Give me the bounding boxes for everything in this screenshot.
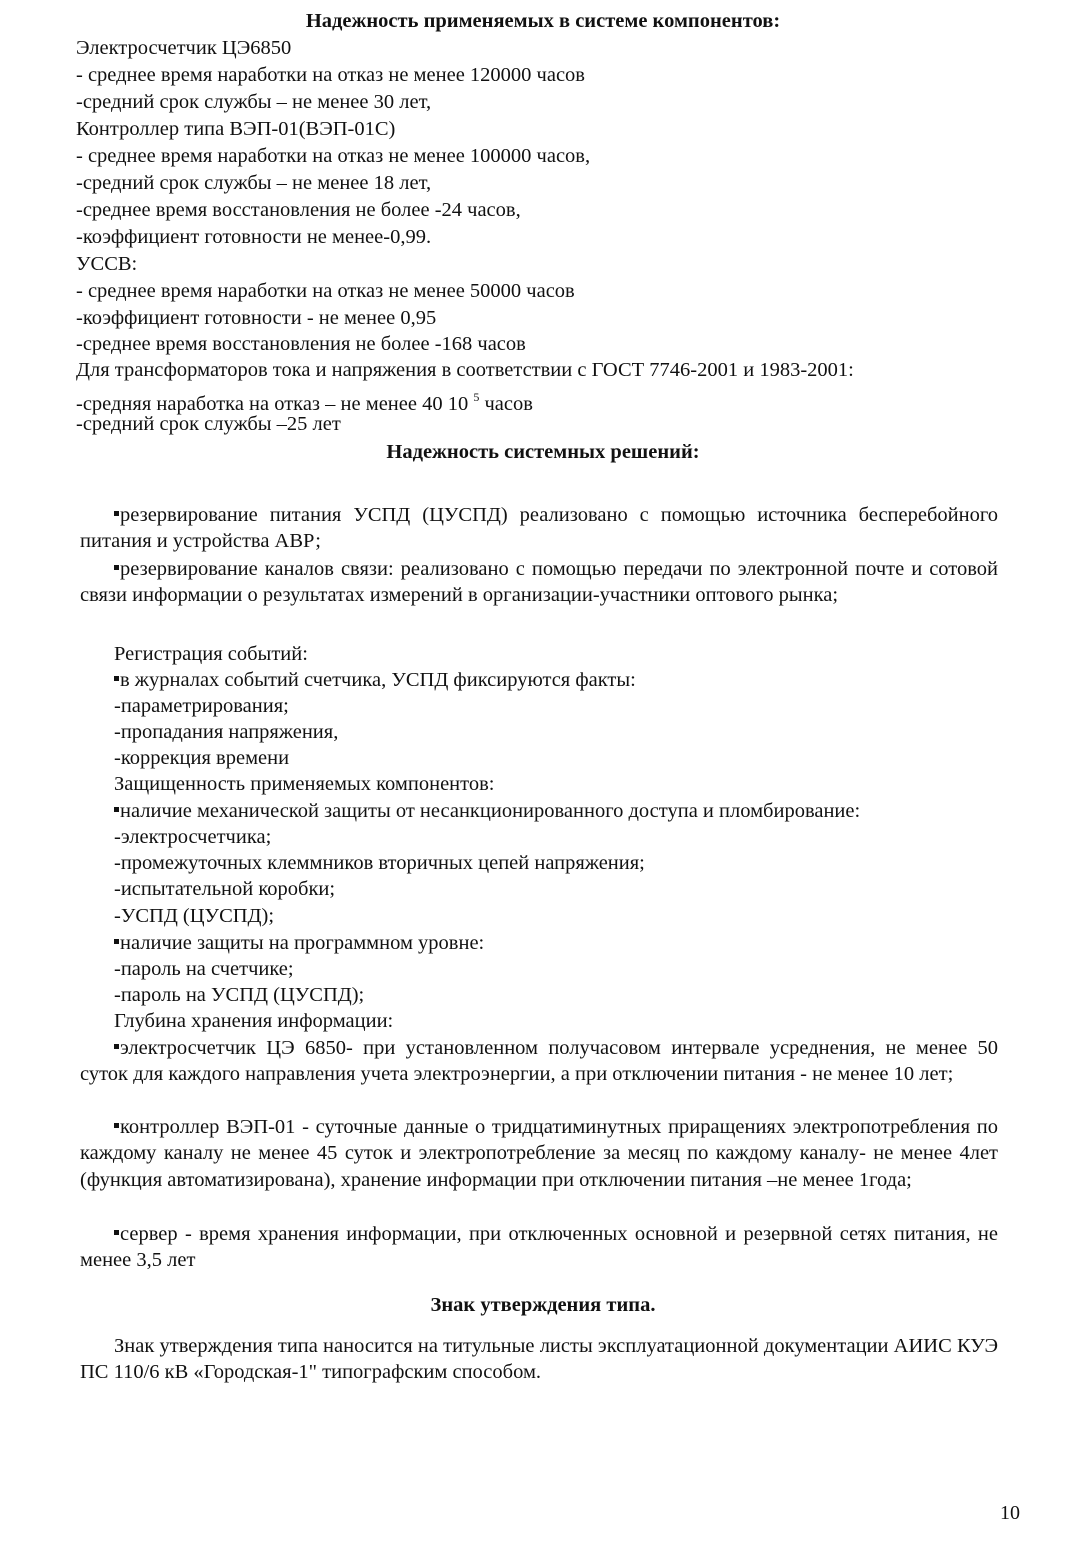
section-heading-approval: Знак утверждения типа. xyxy=(430,1294,656,1316)
bullet-line: в журналах событий счетчика, УСПД фиксируются факты: xyxy=(114,667,636,693)
text-line: -коррекция времени xyxy=(114,747,290,769)
bullet-icon xyxy=(114,1230,119,1235)
text-line: - среднее время наработки на отказ не менее 50000 часов xyxy=(76,280,575,302)
bullet-icon xyxy=(114,676,119,681)
text-line: -средний срок службы – не менее 18 лет, xyxy=(76,172,432,194)
text-line: -промежуточных клеммников вторичных цепей напряжения; xyxy=(114,852,645,874)
events-title: Регистрация событий: xyxy=(114,643,308,665)
bullet-icon xyxy=(114,511,119,516)
text-line: -УСПД (ЦУСПД); xyxy=(114,905,275,927)
exponent: 5 xyxy=(473,390,480,404)
text-line: -средний срок службы – не менее 30 лет, xyxy=(76,91,432,113)
paragraph-storage-controller: контроллер ВЭП-01 - суточные данные о тридцатиминутных приращениях электропотребления по каждому каналу не менее 45 суток и электропотребление за месяц по каждому каналу- не менее 4лет (функция автоматизирована), хранение информации при отключении питания –не менее 1года; xyxy=(80,1116,998,1191)
text-line: Для трансформаторов тока и напряжения в соответствии с ГОСТ 7746-2001 и 1983-2001: xyxy=(76,359,854,381)
text-line: -пароль на счетчике; xyxy=(114,958,294,980)
text-line: -пароль на УСПД (ЦУСПД); xyxy=(114,984,365,1006)
text-line: -среднее время восстановления не более -24 часов, xyxy=(76,199,521,221)
text-line: -испытательной коробки; xyxy=(114,878,336,900)
text-line: - среднее время наработки на отказ не менее 100000 часов, xyxy=(76,145,591,167)
text-line: Электросчетчик ЦЭ6850 xyxy=(76,37,292,59)
text-line: -параметрирования; xyxy=(114,695,289,717)
paragraph-storage-server: сервер - время хранения информации, при отключенных основной и резервной сетях питания, не менее 3,5 лет xyxy=(80,1223,998,1272)
paragraph-power-reserve: резервирование питания УСПД (ЦУСПД) реализовано с помощью источника бесперебойного питания и устройства АВР; xyxy=(80,504,998,553)
bullet-icon xyxy=(114,1123,119,1128)
mtbf-suffix: часов xyxy=(479,393,533,415)
paragraph-storage-meter: электросчетчик ЦЭ 6850- при установленном получасовом интервале усреднения, не менее 50 суток для каждого направления учета электроэнергии, а при отключении питания - не менее 10 лет; xyxy=(80,1037,998,1086)
text-line: -среднее время восстановления не более -168 часов xyxy=(76,333,526,355)
text-line: -коэффициент готовности не менее-0,99. xyxy=(76,226,432,248)
text-line: УССВ: xyxy=(76,253,138,275)
bullet-icon xyxy=(114,939,119,944)
page-number: 10 xyxy=(1000,1502,1020,1524)
protection-title: Защищенность применяемых компонентов: xyxy=(114,773,495,795)
storage-title: Глубина хранения информации: xyxy=(114,1010,394,1032)
text-line: -коэффициент готовности - не менее 0,95 xyxy=(76,307,437,329)
bullet-icon xyxy=(114,807,119,812)
text-line: - среднее время наработки на отказ не менее 120000 часов xyxy=(76,64,585,86)
bullet-icon xyxy=(114,1044,119,1049)
text-line: -пропадания напряжения, xyxy=(114,721,339,743)
bullet-line: наличие защиты на программном уровне: xyxy=(114,930,484,956)
paragraph-channel-reserve: резервирование каналов связи: реализовано с помощью передачи по электронной почте и сотовой связи информации о результатах измерений в организации-участники оптового рынка; xyxy=(80,558,998,607)
text-line: Контроллер типа ВЭП-01(ВЭП-01С) xyxy=(76,118,396,140)
text-line: -электросчетчика; xyxy=(114,826,272,848)
bullet-icon xyxy=(114,565,119,570)
bullet-line: наличие механической защиты от несанкционированного доступа и пломбирование: xyxy=(114,798,860,824)
paragraph-approval: Знак утверждения типа наносится на титульные листы эксплуатационной документации АИИС КУЭ ПС 110/6 кВ «Городская-1" типографским способом. xyxy=(80,1335,998,1384)
text-line: -средний срок службы –25 лет xyxy=(76,413,341,435)
section-heading-system: Надежность системных решений: xyxy=(386,441,700,463)
section-heading-components: Надежность применяемых в системе компонентов: xyxy=(305,10,781,32)
mtbf-prefix: -средняя наработка на отказ – не менее 40 10 xyxy=(76,393,474,415)
